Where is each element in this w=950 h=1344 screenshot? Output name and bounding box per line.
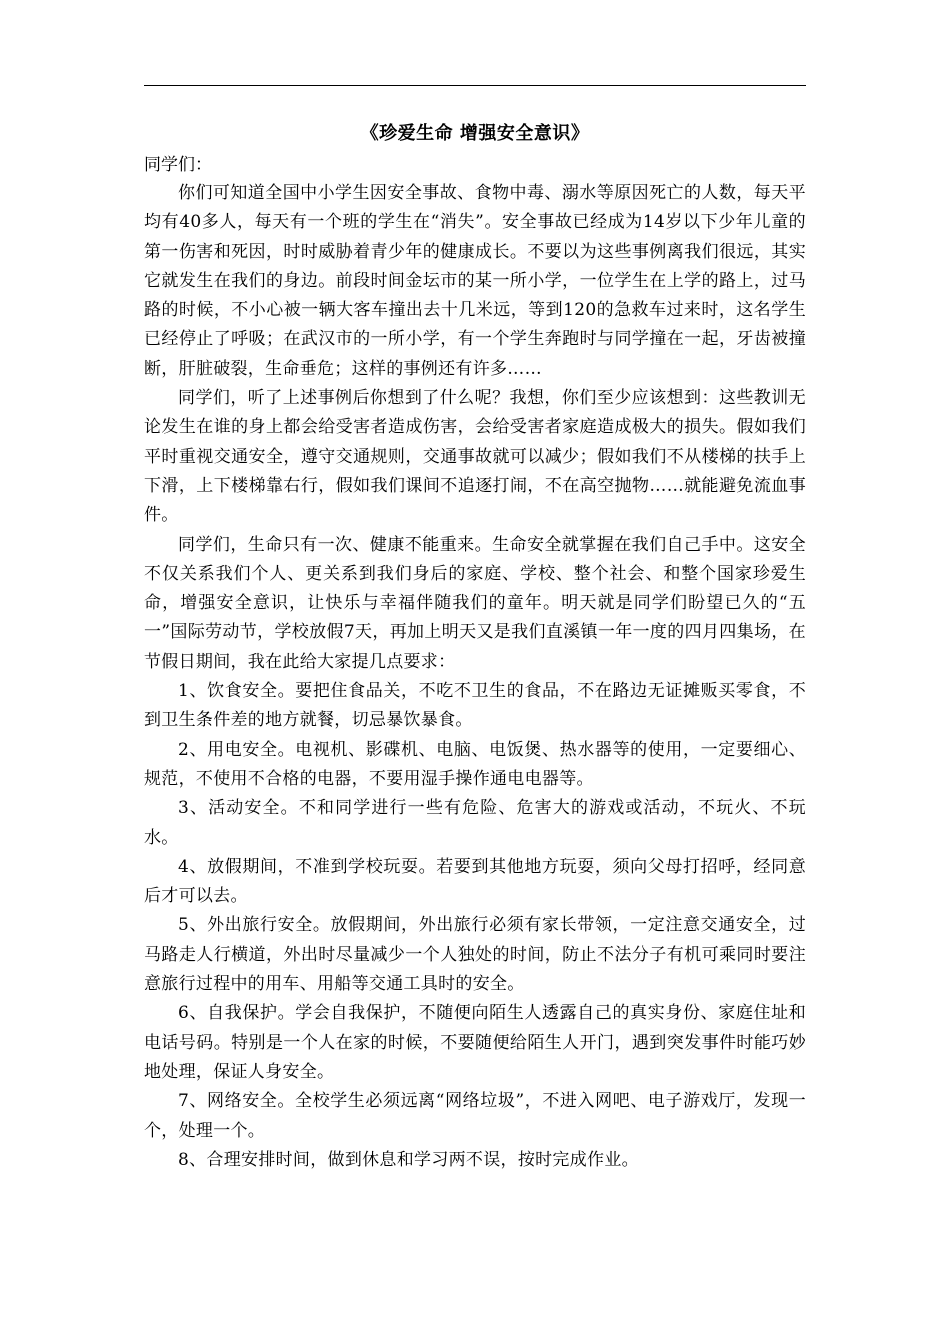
list-item-1: 1、饮食安全。要把住食品关，不吃不卫生的食品，不在路边无证摊贩买零食，不到卫生条件差的地方就餐，切忌暴饮暴食。 [144,681,806,731]
list-item-3: 3、活动安全。不和同学进行一些有危险、危害大的游戏或活动，不玩火、不玩水。 [144,798,806,848]
list-item-6: 6、自我保护。学会自我保护，不随便向陌生人透露自己的真实身份、家庭住址和电话号码。特别是一个人在家的时候，不要随便给陌生人开门，遇到突发事件时能巧妙地处理，保证人身安全。 [144,1003,806,1082]
paragraph-2: 同学们，听了上述事例后你想到了什么呢？我想，你们至少应该想到：这些教训无论发生在谁的身上都会给受害者造成伤害，会给受害者家庭造成极大的损失。假如我们平时重视交通安全，遵守交通规则，交通事故就可以减少；假如我们不从楼梯的扶手上下滑，上下楼梯靠右行，假如我们课间不追逐打闹，不在高空抛物……就能避免流血事件。 [144,388,806,526]
header-rule [144,85,806,86]
list-item-2: 2、用电安全。电视机、影碟机、电脑、电饭煲、热水器等的使用，一定要细心、规范，不使用不合格的电器，不要用湿手操作通电电器等。 [144,739,806,789]
document-title: 《珍爱生命 增强安全意识》 [360,123,590,144]
list-item-8: 8、合理安排时间，做到休息和学习两不误，按时完成作业。 [178,1149,639,1170]
document-body [144,116,806,1175]
list-item-7: 7、网络安全。全校学生必须远离“网络垃圾”，不进入网吧、电子游戏厅，发现一个，处理一个。 [144,1091,806,1141]
paragraph-3: 同学们，生命只有一次、健康不能重来。生命安全就掌握在我们自己手中。这安全不仅关系我们个人、更关系到我们身后的家庭、学校、整个社会、和整个国家珍爱生命，增强安全意识，让快乐与幸福伴随我们的童年。明天就是同学们盼望已久的“五一”国际劳动节，学校放假7天，再加上明天又是我们直溪镇一年一度的四月四集场，在节假日期间，我在此给大家提几点要求： [144,534,806,672]
salutation: 同学们： [144,155,212,175]
paragraph-1: 你们可知道全国中小学生因安全事故、食物中毒、溺水等原因死亡的人数，每天平均有40多人，每天有一个班的学生在“消失”。安全事故已经成为14岁以下少年儿童的第一伤害和死因，时时威胁着青少年的健康成长。不要以为这些事例离我们很远，其实它就发生在我们的身边。前段时间金坛市的某一所小学，一位学生在上学的路上，过马路的时候，不小心被一辆大客车撞出去十几米远，等到120的急救车过来时，这名学生已经停止了呼吸；在武汉市的一所小学，有一个学生奔跑时与同学撞在一起，牙齿被撞断，肝脏破裂，生命垂危；这样的事例还有许多…… [144,183,806,379]
list-item-5: 5、外出旅行安全。放假期间，外出旅行必须有家长带领，一定注意交通安全，过马路走人行横道，外出时尽量减少一个人独处的时间，防止不法分子有机可乘同时要注意旅行过程中的用车、用船等交通工具时的安全。 [144,915,806,995]
list-item-4: 4、放假期间，不准到学校玩耍。若要到其他地方玩耍，须向父母打招呼，经同意后才可以去。 [144,856,806,907]
